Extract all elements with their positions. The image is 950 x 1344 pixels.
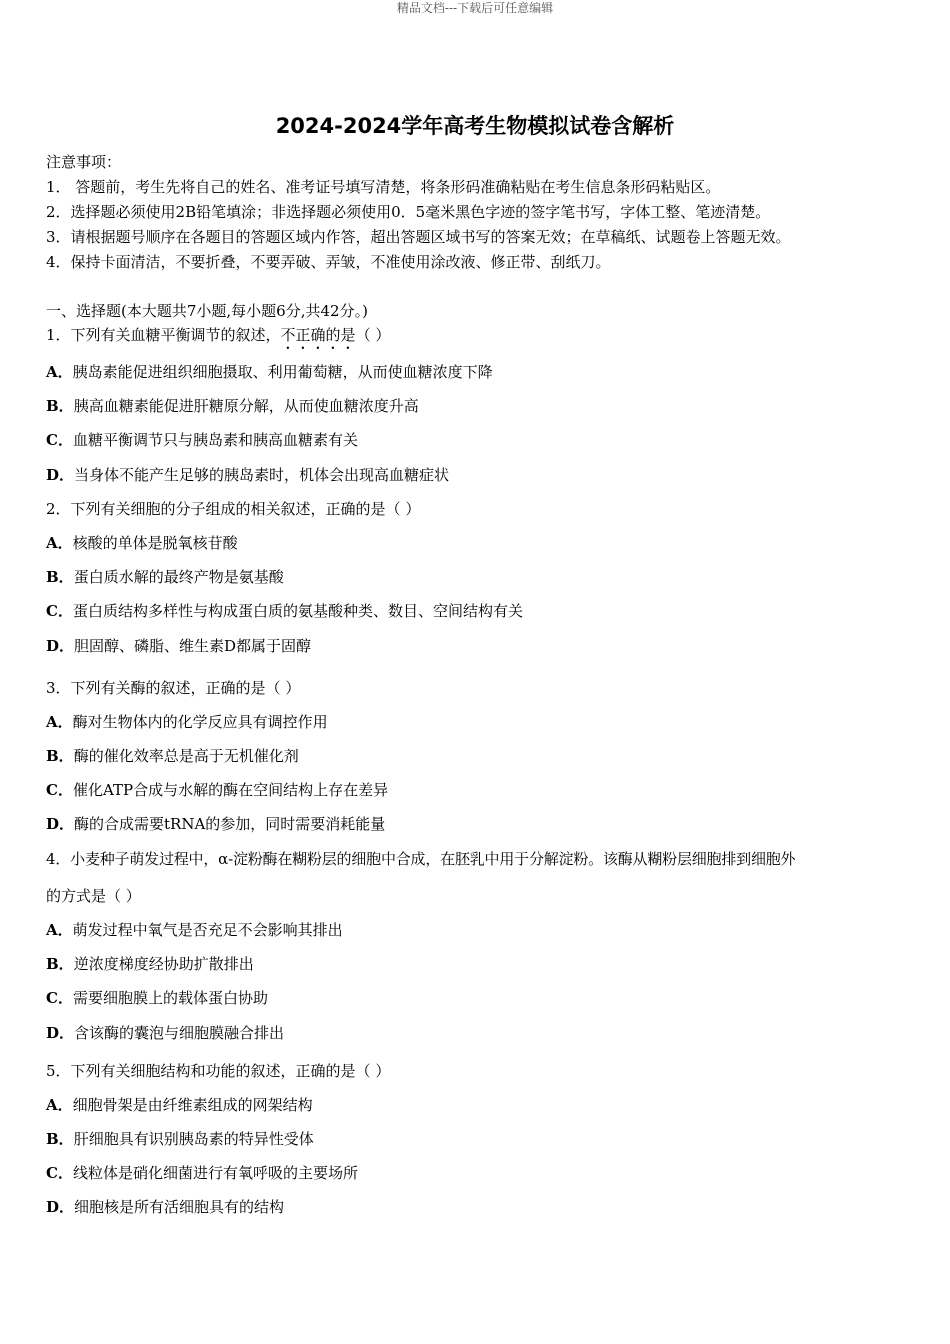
option-text: 核酸的单体是脱氧核苷酸	[72, 534, 238, 552]
question-2-option-d	[46, 636, 906, 656]
option-text: 萌发过程中氧气是否充足不会影响其排出	[72, 921, 343, 939]
question-2-stem: 2．下列有关细胞的分子组成的相关叙述，正确的是（ ）	[46, 500, 421, 518]
option-letter: C．	[46, 1164, 73, 1182]
option-letter: C．	[46, 781, 73, 799]
question-1-option-b	[46, 396, 906, 416]
option-letter: A．	[46, 921, 73, 939]
question-4-stem: 4．小麦种子萌发过程中，α-淀粉酶在糊粉层的细胞中合成，在胚乳中用于分解淀粉。该酶从糊粉层细胞排到细胞外	[46, 850, 796, 868]
option-text: 胆固醇、磷脂、维生素D都属于固醇	[74, 637, 312, 655]
option-text: 蛋白质结构多样性与构成蛋白质的氨基酸种类、数目、空间结构有关	[72, 602, 523, 620]
option-text: 催化ATP合成与水解的酶在空间结构上存在差异	[72, 781, 389, 799]
page-title: 2024-2024学年高考生物模拟试卷含解析	[275, 114, 675, 138]
section-heading: 一、选择题(本大题共7小题,每小题6分,共42分。)	[46, 302, 368, 320]
question-1-stem-pre: 1．下列有关血糖平衡调节的叙述，	[46, 326, 281, 344]
notice-item-1: 1． 答题前，考生先将自己的姓名、准考证号填写清楚，将条形码准确粘贴在考生信息条形码粘贴区。	[46, 178, 721, 196]
option-letter: B．	[46, 747, 74, 765]
option-letter: A．	[46, 713, 73, 731]
notice-item-2: 2．选择题必须使用2B铅笔填涂；非选择题必须使用0．5毫米黑色字迹的签字笔书写，字体工整、笔迹清楚。	[46, 203, 771, 221]
question-3-stem: 3．下列有关酶的叙述，正确的是（ ）	[46, 679, 301, 697]
option-text: 当身体不能产生足够的胰岛素时，机体会出现高血糖症状	[74, 466, 450, 484]
question-2-option-c	[46, 601, 906, 621]
option-letter: A．	[46, 534, 73, 552]
option-letter: B．	[46, 397, 74, 415]
notice-item-3: 3．请根据题号顺序在各题目的答题区域内作答，超出答题区域书写的答案无效；在草稿纸、试题卷上答题无效。	[46, 228, 791, 246]
header-note: 精品文档---下载后可任意编辑	[396, 1, 554, 15]
question-3-option-d	[46, 814, 906, 834]
question-1-stem-post: （ ）	[355, 326, 391, 344]
notice-item-4: 4．保持卡面清洁，不要折叠，不要弄破、弄皱，不准使用涂改液、修正带、刮纸刀。	[46, 253, 611, 271]
option-letter: A．	[46, 363, 73, 381]
question-1-option-d	[46, 465, 906, 485]
option-text: 需要细胞膜上的载体蛋白协助	[72, 989, 268, 1007]
question-4-option-c	[46, 988, 906, 1008]
option-text: 线粒体是硝化细菌进行有氧呼吸的主要场所	[72, 1164, 358, 1182]
option-text: 逆浓度梯度经协助扩散排出	[73, 955, 254, 973]
notice-heading: 注意事项：	[46, 153, 122, 171]
question-3-option-c	[46, 780, 906, 800]
option-text: 酶对生物体内的化学反应具有调控作用	[72, 713, 328, 731]
option-letter: A．	[46, 1096, 73, 1114]
question-3-option-a	[46, 712, 906, 732]
question-4-option-b	[46, 954, 906, 974]
question-1-option-c	[46, 430, 906, 450]
option-text: 胰高血糖素能促进肝糖原分解，从而使血糖浓度升高	[73, 397, 419, 415]
question-4-option-d	[46, 1023, 906, 1043]
question-5-option-d	[46, 1197, 906, 1217]
question-5-option-b	[46, 1129, 906, 1149]
option-text: 酶的催化效率总是高于无机催化剂	[73, 747, 299, 765]
question-2-option-a	[46, 533, 906, 553]
question-4-stem-continued: 的方式是（ ）	[46, 887, 141, 905]
option-text: 细胞核是所有活细胞具有的结构	[74, 1198, 285, 1216]
option-letter: D．	[46, 637, 75, 655]
option-letter: D．	[46, 1024, 75, 1042]
option-letter: D．	[46, 466, 75, 484]
option-letter: D．	[46, 815, 75, 833]
question-4-option-a	[46, 920, 906, 940]
option-letter: D．	[46, 1198, 75, 1216]
question-1-stem	[46, 325, 906, 353]
question-1-option-a	[46, 362, 906, 382]
question-3-option-b	[46, 746, 906, 766]
option-letter: C．	[46, 431, 73, 449]
option-letter: B．	[46, 955, 74, 973]
option-text: 血糖平衡调节只与胰岛素和胰高血糖素有关	[72, 431, 358, 449]
option-text: 肝细胞具有识别胰岛素的特异性受体	[73, 1130, 314, 1148]
option-text: 蛋白质水解的最终产物是氨基酸	[73, 568, 284, 586]
option-letter: B．	[46, 1130, 74, 1148]
option-text: 酶的合成需要tRNA的参加，同时需要消耗能量	[74, 815, 386, 833]
question-5-option-a	[46, 1095, 906, 1115]
option-letter: C．	[46, 602, 73, 620]
option-letter: B．	[46, 568, 74, 586]
question-2-option-b	[46, 567, 906, 587]
question-5-option-c	[46, 1163, 906, 1183]
question-5-stem: 5．下列有关细胞结构和功能的叙述，正确的是（ ）	[46, 1062, 391, 1080]
option-text: 含该酶的囊泡与细胞膜融合排出	[74, 1024, 285, 1042]
question-1-stem-emphasis: 不正确的是	[280, 326, 356, 344]
option-text: 胰岛素能促进组织细胞摄取、利用葡萄糖，从而使血糖浓度下降	[72, 363, 493, 381]
option-letter: C．	[46, 989, 73, 1007]
option-text: 细胞骨架是由纤维素组成的网架结构	[72, 1096, 313, 1114]
